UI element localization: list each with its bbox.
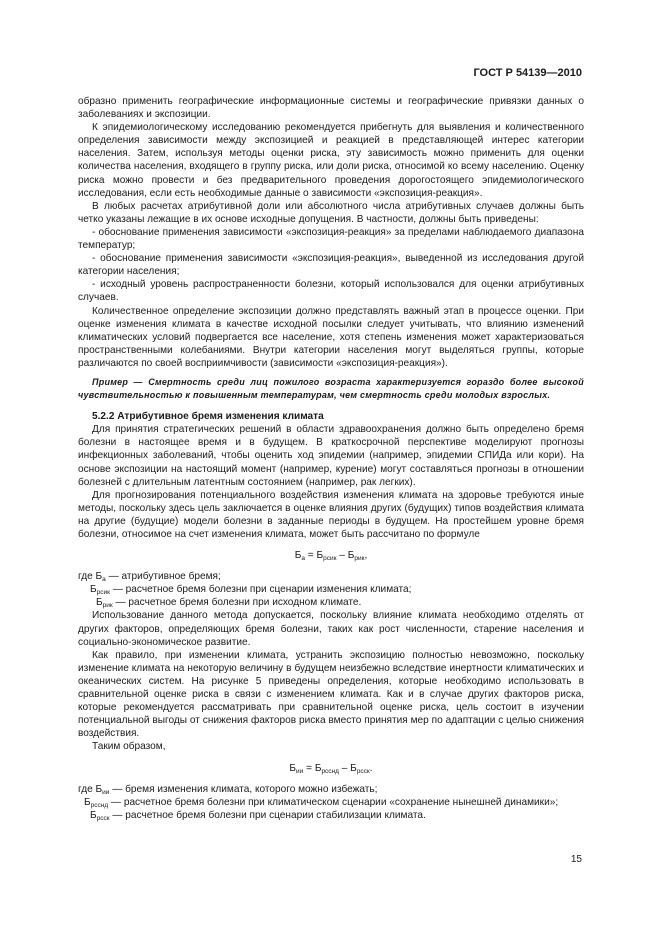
paragraph-7: Использование данного метода допускается, поскольку влияние климата необходимо отделять от других факторов, определяющих бремя болезни, таких как рост численности, старение населения и социально-экономическое развитие.: [78, 610, 584, 648]
definition-1: где $Б_а$ — атрибутивное бремя;: [78, 571, 221, 584]
formula-1: $Б_а = Б_{рсик} - Б_{рик}$,: [294, 550, 368, 563]
page-number: 15: [570, 854, 582, 865]
list-item-1: - обоснование применения зависимости «экспозиция-реакция» за пределами наблюдаемого диапазона температур;: [78, 226, 584, 252]
standard-number: ГОСТ Р 54139—2010: [473, 67, 582, 79]
paragraph-3: В любых расчетах атрибутивной доли или абсолютного числа атрибутивных случаев должны быть четко указаны лежащие в их основе исходные допущения. В частности, должны быть приведены:: [78, 200, 584, 225]
list-item-3: - исходный уровень распространенности болезни, который использовался для оценки атрибутивных случаев.: [78, 279, 584, 304]
section-heading: 5.2.2 Атрибутивное бремя изменения климата: [92, 411, 324, 423]
definition-3: $Б_{рик}$ — расчетное бремя болезни при исходном климате.: [96, 597, 362, 610]
list-item-2: - обоснование применения зависимости «экспозиция-реакция», выведенной из исследования другой категории населения;: [78, 253, 584, 278]
definition-5: $Б_{рсснд}$ — расчетное бремя болезни при климатическом сценарии «сохранение нынешней динамики»;: [84, 796, 559, 809]
formula-2: $Б_{ии} = Б_{рсснд} - Б_{рсск}$.: [289, 762, 373, 775]
paragraph-6: Для прогнозирования потенциального воздействия изменения климата на здоровье требуются иные методы, поскольку здесь цель заключается в оценке влияния других (будущих) типов воздействия климата на другие (будущие) модели болезни в заданные периоды в будущем. На простейшем уровне бремя болезни, относимое на счет изменения климата, может быть рассчитано по формуле: [78, 489, 584, 540]
document-body: [78, 95, 584, 822]
definition-6: $Б_{рсск}$ — расчетное бремя болезни при сценарии стабилизации климата.: [90, 809, 426, 822]
definition-2: $Б_{рсик}$ — расчетное бремя болезни при сценарии изменения климата;: [90, 584, 412, 597]
example-note: Пример — Смертность среди лиц пожилого возраста характеризуется гораздо более высокой чувствительностью к повышенным температурам, чем смертность среди молодых взрослых.: [78, 376, 584, 401]
paragraph-1: образно применить географические информационные системы и географические привязки данных о заболеваниях и экспозиции.: [78, 96, 584, 121]
paragraph-9: Таким образом,: [92, 741, 166, 753]
paragraph-5: Для принятия стратегических решений в области здравоохранения должно быть определено бремя болезни в настоящее время и в будущем. В краткосрочной перспективе моделируют прогнозы инфекционных заболеваний, чтобы оценить ход эпидемии (например, эпидемии СПИДа или кори). На основе экспозиции на настоящий момент (например, курение) могут составляться прогнозы в отношении болезней с длительным латентным состоянием (например, рак легких).: [78, 424, 584, 488]
paragraph-8: Как правило, при изменении климата, устранить экспозицию полностью невозможно, поскольку изменение климата на некоторую величину в будущем неизбежно вследствие инертности климатических и океанических систем. На рисунке 5 приведены определения, которые необходимо использовать в сравнительной оценке риска в связи с изменением климата. Как и в случае других факторов риска, которые рекомендуется рассматривать при сравнительной оценке риска, цель состоит в изучении потенциальной выгоды от снижения факторов риска вместо принятия мер по адаптации с целью снижения воздействия.: [78, 649, 584, 740]
paragraph-2: К эпидемиологическому исследованию рекомендуется прибегнуть для выявления и количественного определения зависимости между экспозицией и реакцией в представляющей интерес категории населения. Затем, используя методы оценки риска, эту зависимость можно применить для оценки количества населения, входящего в группу риска, или доли риска, относимой ко всему населению. Оценку риска можно провести и без предварительного проведения дорогостоящего эпидемиологического исследования, если есть необходимые данные о зависимости «экспозиция-реакция».: [78, 122, 584, 199]
paragraph-4: Количественное определение экспозиции должно представлять важный этап в процессе оценки. При оценке изменения климата в качестве исходной посылки следует учитывать, что влиянию изменений климатических условий подвергается все население, хотя степень изменения может характеризоваться пространственными колебаниями. Внутри категории населения могут выделяться группы, которые различаются по своей восприимчивости (зависимости «экспозиция-реакция»).: [78, 305, 584, 369]
definition-4: где $Б_{ии}$ — бремя изменения климата, которого можно избежать;: [78, 783, 378, 796]
